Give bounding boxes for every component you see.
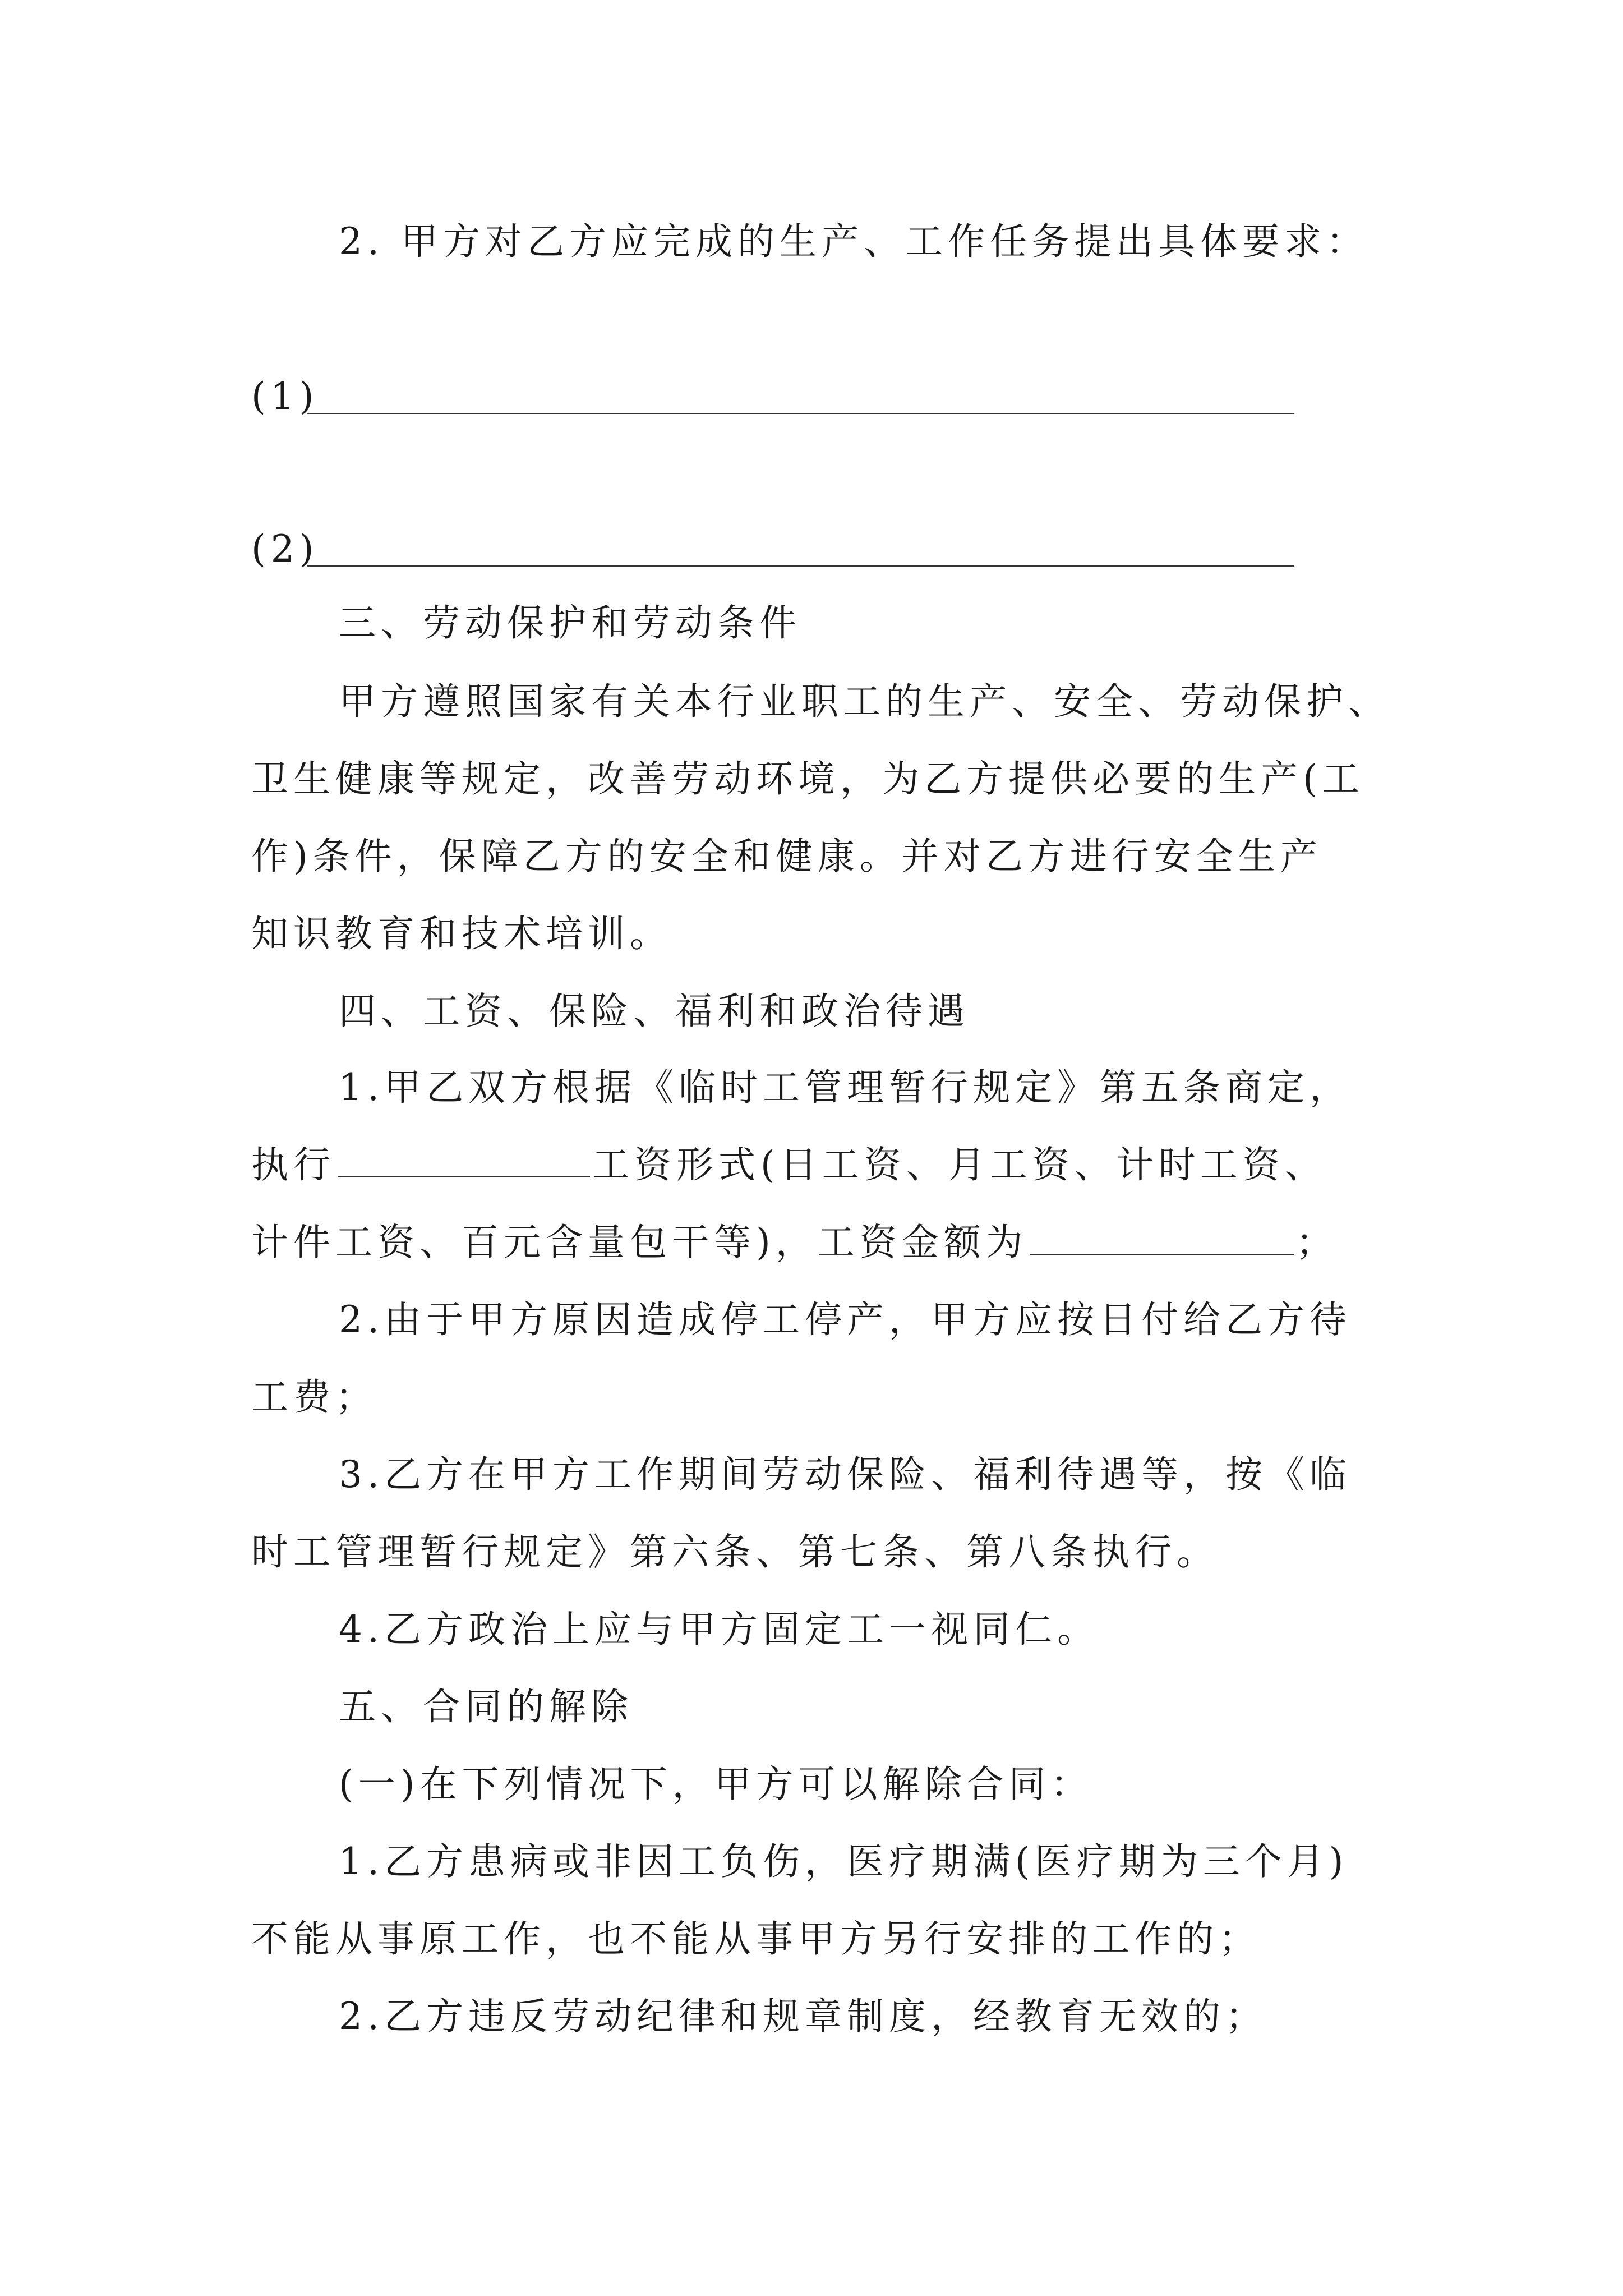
paragraph-line: 1.甲乙双方根据《临时工管理暂行规定》第五条商定， <box>339 1066 1352 1109</box>
paragraph-line: 不能从事原工作，也不能从事甲方另行安排的工作的； <box>251 1917 1261 1961</box>
paragraph-line: 时工管理暂行规定》第六条、第七条、第八条执行。 <box>251 1530 1219 1573</box>
paragraph-line: 卫生健康等规定，改善劳动环境，为乙方提供必要的生产(工 <box>251 757 1364 800</box>
blank-line-1 <box>307 413 1294 414</box>
paragraph-line: 2.由于甲方原因造成停工停产，甲方应按日付给乙方待 <box>339 1298 1352 1341</box>
section-heading: 四、工资、保险、福利和政治待遇 <box>339 990 970 1033</box>
paragraph-line: (一)在下列情况下，甲方可以解除合同： <box>339 1763 1093 1806</box>
paragraph-line: 3.乙方在甲方工作期间劳动保险、福利待遇等，按《临 <box>339 1453 1352 1496</box>
paragraph-line: 知识教育和技术培训。 <box>251 912 672 955</box>
blank-field-wage-amount <box>1030 1225 1294 1255</box>
blank-field-wage-form <box>338 1147 590 1177</box>
paragraph-line: 2.乙方违反劳动纪律和规章制度，经教育无效的； <box>339 1995 1267 2038</box>
text-segment: 执行 <box>251 1143 335 1186</box>
blank-line-2 <box>307 565 1294 567</box>
paragraph-line: 作)条件，保障乙方的安全和健康。并对乙方进行安全生产 <box>251 835 1322 878</box>
paragraph-line: 工费； <box>251 1375 377 1419</box>
list-item-1-label: (1) <box>251 375 319 418</box>
section-heading: 五、合同的解除 <box>339 1685 633 1728</box>
paragraph-line: 甲方遵照国家有关本行业职工的生产、安全、劳动保护、 <box>339 680 1390 723</box>
paragraph-line: 2. 甲方对乙方应完成的生产、工作任务提出具体要求： <box>339 220 1368 263</box>
section-heading: 三、劳动保护和劳动条件 <box>339 601 801 645</box>
text-segment: 工资形式(日工资、月工资、计时工资、 <box>592 1143 1327 1186</box>
paragraph-line: 1.乙方患病或非因工负伤，医疗期满(医疗期为三个月) <box>339 1840 1349 1883</box>
text-segment: 计件工资、百元含量包干等)，工资金额为 <box>251 1221 1028 1264</box>
list-item-2-label: (2) <box>251 527 319 570</box>
paragraph-line: 4.乙方政治上应与甲方固定工一视同仁。 <box>339 1608 1099 1651</box>
paragraph-line-with-blank <box>251 1221 1338 1264</box>
text-segment: ； <box>1295 1221 1338 1264</box>
paragraph-line-with-blank <box>251 1143 1327 1186</box>
